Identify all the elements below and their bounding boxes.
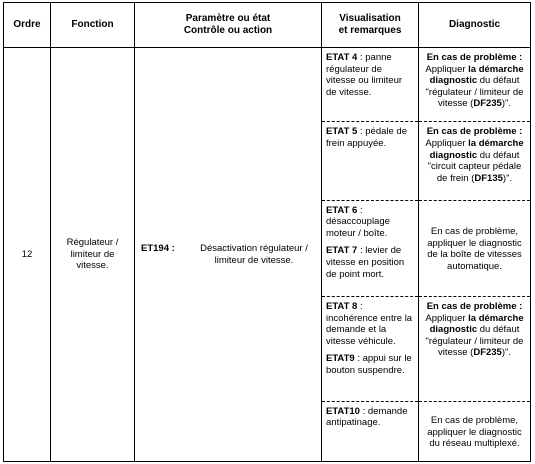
diagnostic-cell bbox=[419, 297, 531, 402]
header-ordre: Ordre bbox=[4, 3, 51, 48]
diagnostic-text-part: En cas de problème : bbox=[426, 301, 523, 313]
diagnostic-text-part: Appliquer bbox=[425, 137, 469, 149]
etat-entry bbox=[326, 245, 414, 280]
visualisation-cell bbox=[322, 401, 419, 461]
header-fonction: Fonction bbox=[51, 3, 135, 48]
etat-text: : demande antipatinage. bbox=[326, 405, 408, 429]
etat-entry bbox=[326, 406, 414, 429]
diagnostic-text-part: )". bbox=[501, 347, 512, 359]
diagnostic-text-part: En cas de problème : bbox=[426, 52, 523, 63]
diagnostic-text-part: du défaut "régulateur / limiteur de vitesse ( bbox=[425, 75, 524, 110]
fonction-cell: Régulateur / limiteur de vitesse. bbox=[51, 48, 135, 462]
etat-code: ETAT 8 bbox=[326, 301, 358, 313]
etat-entry bbox=[326, 52, 414, 98]
diagnostic-text-part: DF235 bbox=[473, 98, 502, 110]
diagnostic-text-part: Appliquer bbox=[425, 312, 469, 324]
diagnostic-cell bbox=[419, 200, 531, 296]
diagnostic-text-part: du défaut "régulateur / limiteur de vitesse ( bbox=[425, 324, 524, 359]
diagnostic-text-part: la démarche diagnostic bbox=[429, 63, 524, 87]
diagnostic-text: En cas de problème, appliquer le diagnostic de la boîte de vitesses automatique. bbox=[427, 226, 522, 273]
header-parametre bbox=[135, 3, 322, 48]
parametre-text: Désactivation régulateur / limiteur de vitesse. bbox=[200, 242, 308, 266]
header-parametre-line1: Paramètre ou état bbox=[185, 12, 271, 24]
etat-text: : appui sur le bouton suspendre. bbox=[326, 353, 412, 377]
etat-text: : pédale de frein appuyée. bbox=[326, 126, 407, 149]
etat-code: ETAT9 bbox=[326, 353, 355, 365]
etat-code: ETAT 5 bbox=[326, 126, 358, 138]
etat-code: ETAT 6 bbox=[326, 204, 358, 216]
visualisation-cell bbox=[322, 200, 419, 296]
diagnostic-cell bbox=[419, 122, 531, 200]
parametre-cell bbox=[135, 48, 322, 462]
etat-entry bbox=[326, 353, 414, 376]
diagnostic-text-part: Appliquer bbox=[425, 63, 469, 75]
diagnostic-text-part: )". bbox=[502, 172, 513, 184]
etat-code: ETAT 7 bbox=[326, 245, 358, 257]
etat-code: ETAT10 bbox=[326, 405, 360, 417]
visualisation-cell bbox=[322, 48, 419, 122]
diagnostic-text-part: la démarche diagnostic bbox=[429, 137, 524, 161]
diagnostic-text-part: En cas de problème : bbox=[426, 126, 523, 138]
table-row bbox=[4, 48, 531, 122]
diagnostic-text-part: )". bbox=[501, 98, 512, 110]
visualisation-cell bbox=[322, 297, 419, 402]
etat-entry bbox=[326, 301, 414, 347]
header-visualisation-line1: Visualisation bbox=[339, 12, 401, 24]
ordre-cell: 12 bbox=[4, 48, 51, 462]
diagnostic-cell bbox=[419, 48, 531, 122]
diagnostic-cell bbox=[419, 401, 531, 461]
etat-text: : désaccouplage moteur / boîte. bbox=[326, 204, 390, 239]
table-header-row bbox=[4, 3, 531, 48]
diagnostic-text-part: du défaut "circuit capteur pédale de frein ( bbox=[427, 149, 522, 184]
header-parametre-line2: Contrôle ou action bbox=[183, 25, 273, 36]
diagnostic-text: En cas de problème, appliquer le diagnostic du réseau multiplexé. bbox=[427, 414, 522, 450]
header-visualisation bbox=[322, 3, 419, 48]
header-visualisation-line2: et remarques bbox=[338, 25, 402, 36]
etat-text: : incohérence entre la demande et la vitesse véhicule. bbox=[326, 301, 413, 347]
etat-text: : panne régulateur de vitesse ou limiteur de vitesse. bbox=[326, 52, 403, 98]
diagnostic-table bbox=[3, 2, 531, 462]
etat-entry bbox=[326, 126, 414, 149]
etat-entry bbox=[326, 205, 414, 240]
header-diagnostic: Diagnostic bbox=[419, 3, 531, 48]
parametre-code: ET194 : bbox=[141, 242, 175, 254]
diagnostic-text-part: DF235 bbox=[473, 347, 502, 359]
diagnostic-text-part: DF135 bbox=[474, 172, 503, 184]
etat-code: ETAT 4 bbox=[326, 52, 358, 63]
visualisation-cell bbox=[322, 122, 419, 200]
etat-text: : levier de vitesse en position de point mort. bbox=[326, 245, 405, 280]
diagnostic-text-part: la démarche diagnostic bbox=[429, 312, 524, 336]
